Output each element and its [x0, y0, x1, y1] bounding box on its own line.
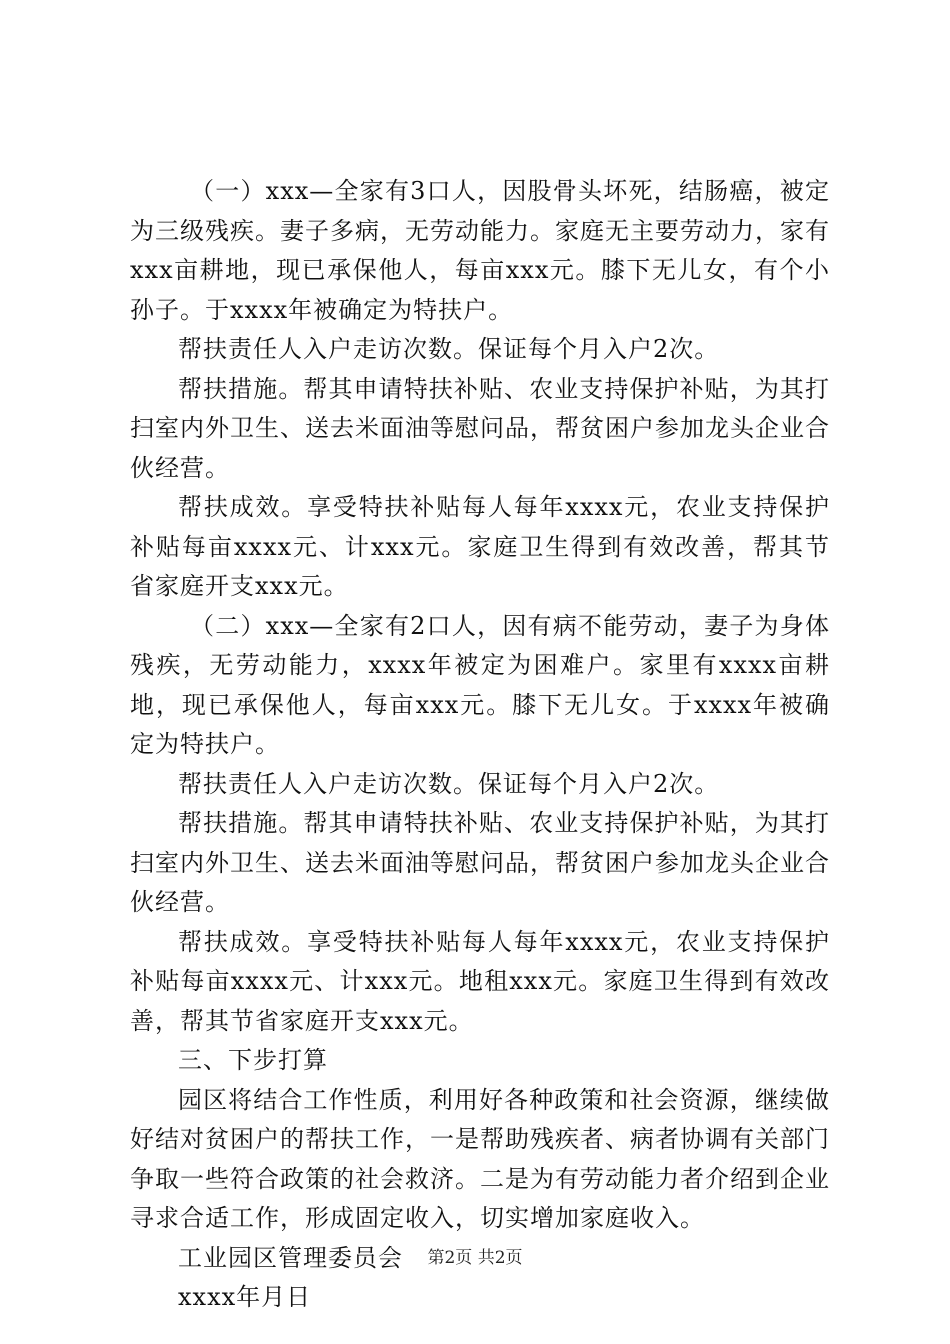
- paragraph-measures-one: 帮扶措施。帮其申请特扶补贴、农业支持保护补贴，为其打扫室内外卫生、送去米面油等慰问品，帮贫困户参加龙头企业合伙经营。: [130, 374, 830, 482]
- paragraph-results-one: 帮扶成效。享受特扶补贴每人每年xxxx元，农业支持保护补贴每亩xxxx元、计xxx元。家庭卫生得到有效改善，帮其节省家庭开支xxx元。: [130, 493, 830, 600]
- paragraph-visit-frequency-two: 帮扶责任人入户走访次数。保证每个月入户2次。: [178, 769, 720, 798]
- signature-date: xxxx年月日: [178, 1283, 312, 1311]
- paragraph-household-two: （二）xxx—全家有2口人，因有病不能劳动，妻子为身体残疾，无劳动能力，xxxx年被定为困难户。家里有xxxx亩耕地，现已承保他人，每亩xxx元。膝下无儿女。于xxxx年被确定为特扶户。: [130, 611, 830, 758]
- paragraph-results-two: 帮扶成效。享受特扶补贴每人每年xxxx元，农业支持保护补贴每亩xxxx元、计xxx元。地租xxx元。家庭卫生得到有效改善，帮其节省家庭开支xxx元。: [130, 927, 830, 1035]
- page-number-footer: 第2页 共2页: [427, 1248, 523, 1268]
- paragraph-next-steps: 园区将结合工作性质，利用好各种政策和社会资源，继续做好结对贫困户的帮扶工作，一是帮助残疾者、病者协调有关部门争取一些符合政策的社会救济。二是为有劳动能力者介绍到企业寻求合适工作，形成固定收入，切实增加家庭收入。: [130, 1085, 830, 1232]
- section-heading-next-steps: 三、下步打算: [178, 1046, 328, 1074]
- document-body: [130, 172, 830, 1318]
- paragraph-household-one: （一）xxx—全家有3口人，因股骨头坏死，结肠癌，被定为三级残疾。妻子多病，无劳动能力。家庭无主要劳动力，家有xxx亩耕地，现已承保他人，每亩xxx元。膝下无儿女，有个小孙子。于xxxx年被确定为特扶户。: [130, 177, 830, 324]
- paragraph-measures-two: 帮扶措施。帮其申请特扶补贴、农业支持保护补贴，为其打扫室内外卫生、送去米面油等慰问品，帮贫困户参加龙头企业合伙经营。: [130, 809, 830, 916]
- signature-organization: 工业园区管理委员会: [178, 1243, 403, 1272]
- paragraph-visit-frequency-one: 帮扶责任人入户走访次数。保证每个月入户2次。: [178, 335, 720, 363]
